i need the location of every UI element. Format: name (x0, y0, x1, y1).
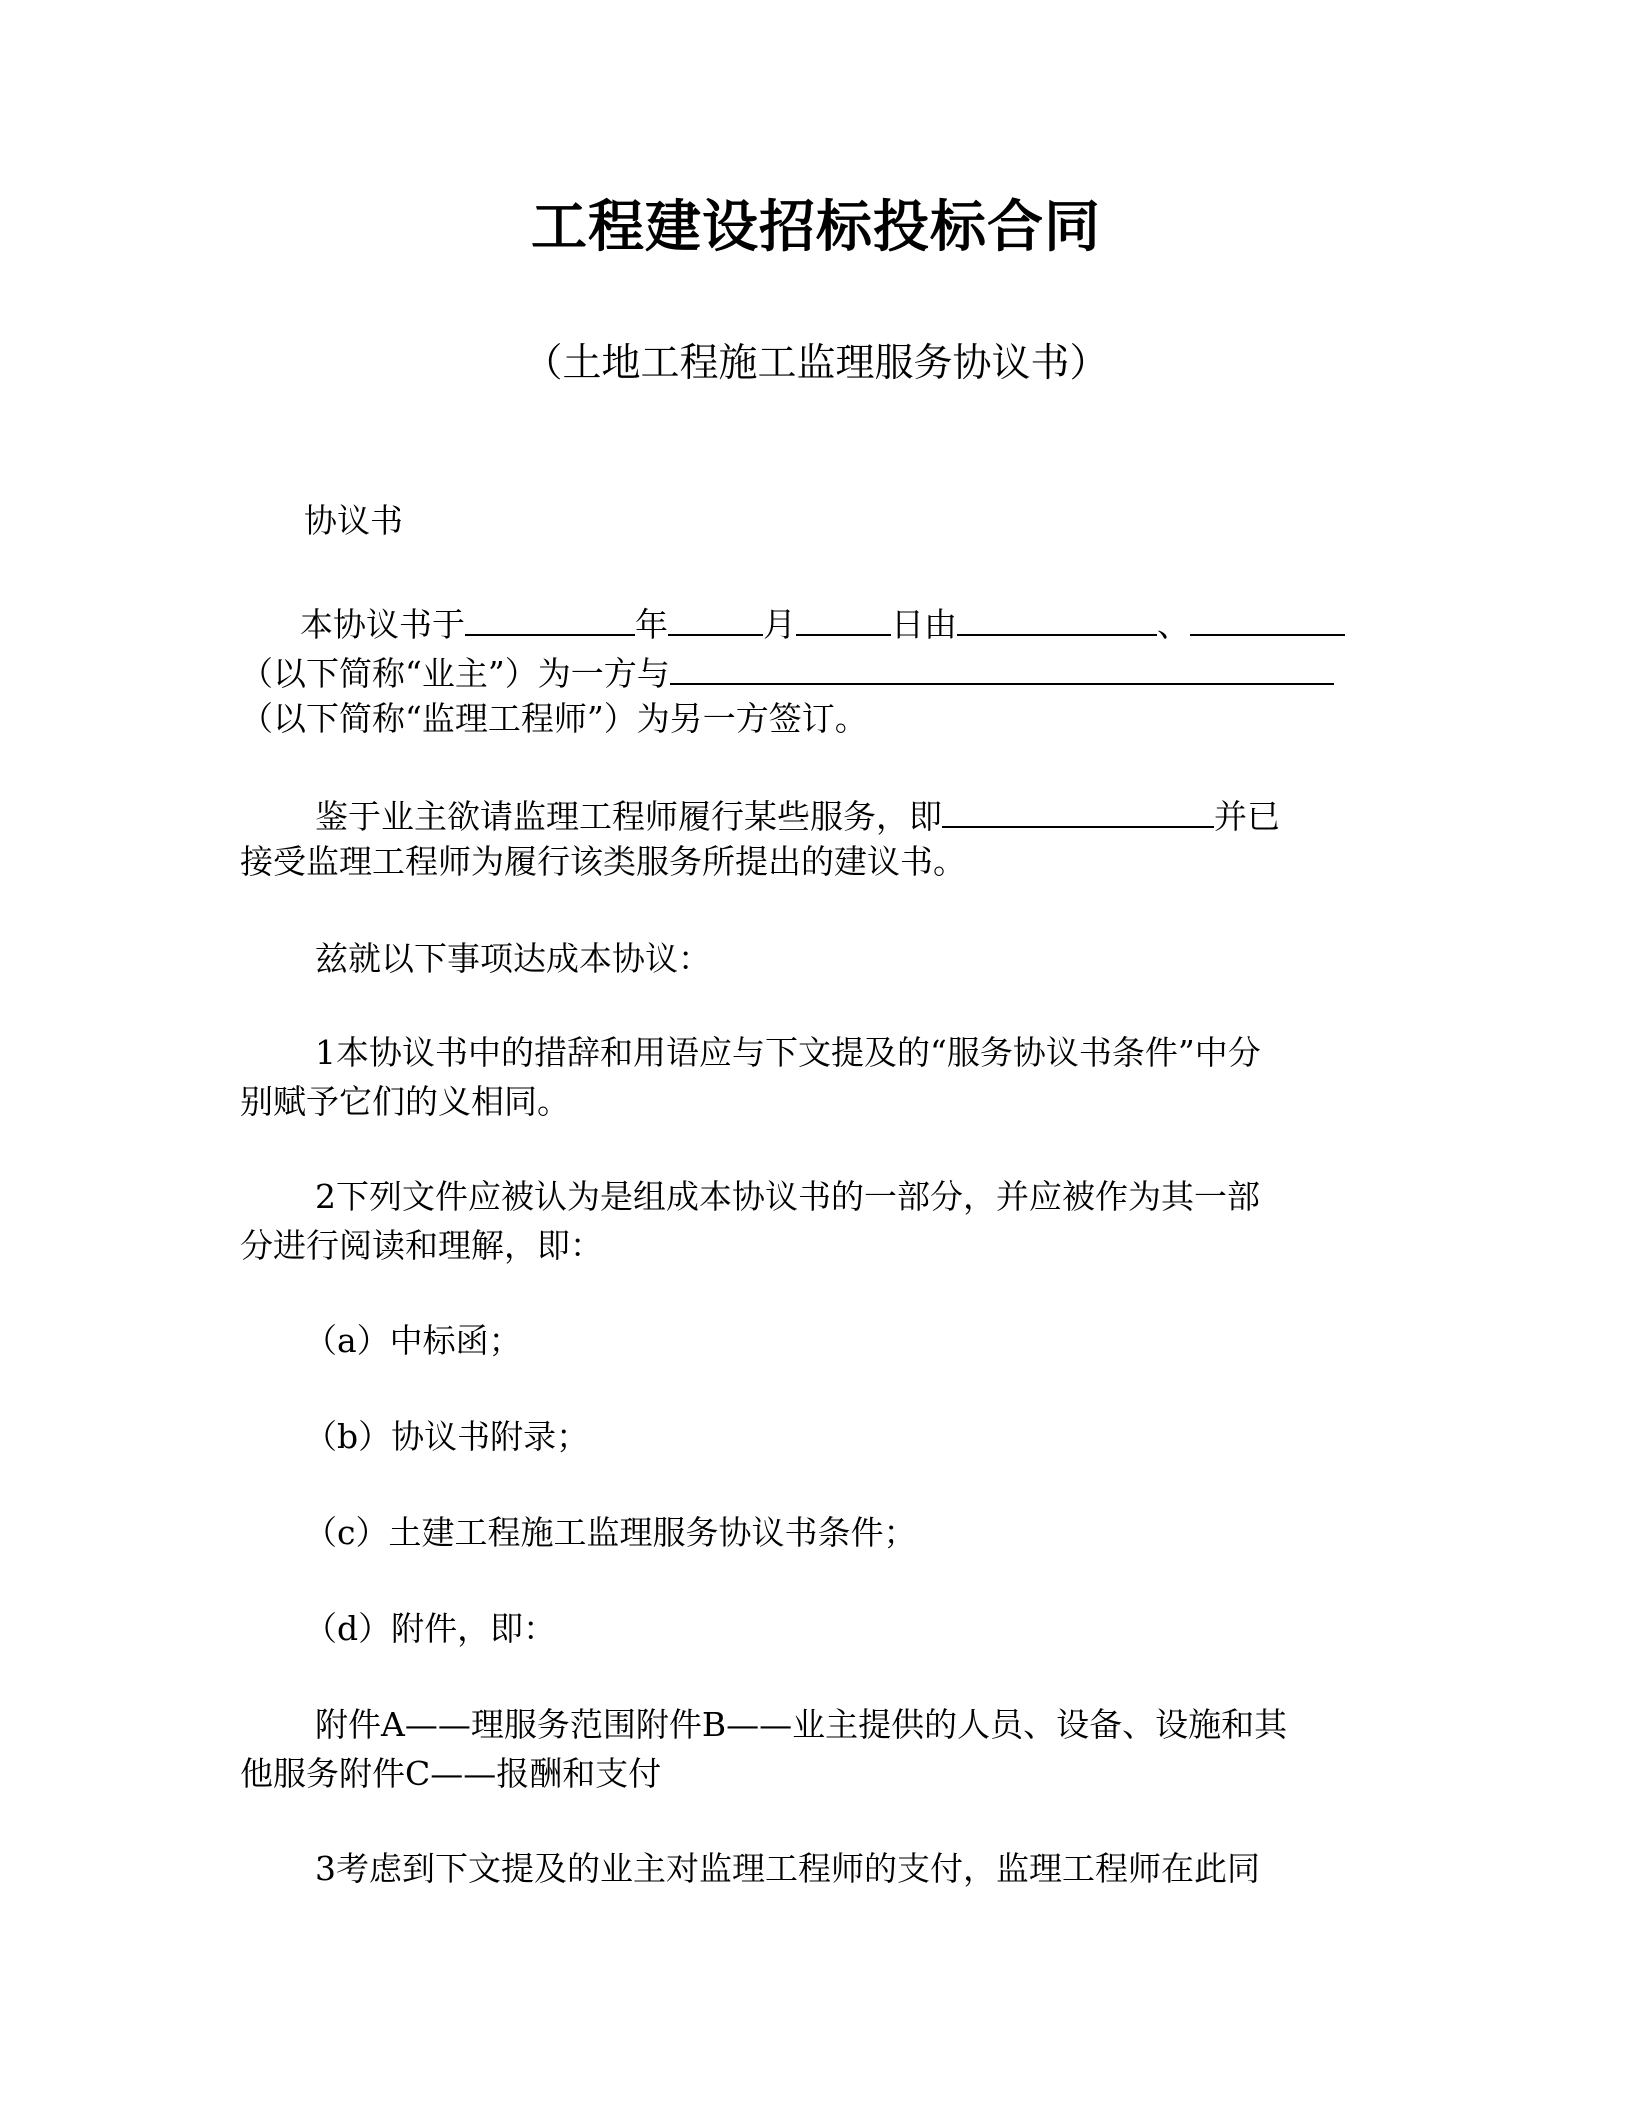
annex-paragraph (240, 1700, 1390, 1798)
intro-line-1 (240, 596, 1390, 645)
intro-text-1: 本协议书于 (300, 605, 465, 644)
annex-line-2: 他服务附件C——报酬和支付 (240, 1754, 662, 1793)
item-a (240, 1316, 1390, 1365)
intro-month-label: 月 (763, 605, 796, 644)
item-c (240, 1508, 1390, 1557)
blank-party-1-field[interactable] (957, 596, 1157, 636)
document-title: 工程建设招标投标合同 (531, 195, 1101, 260)
intro-line-3: （以下简称“监理工程师”）为另一方签订。 (240, 699, 868, 738)
blank-day-field[interactable] (796, 596, 891, 636)
whereas-line-2: 接受监理工程师为履行该类服务所提出的建议书。 (240, 842, 966, 881)
blank-party-2-field[interactable] (1190, 596, 1345, 636)
blank-month-field[interactable] (668, 596, 763, 636)
intro-day-label: 日由 (891, 605, 957, 644)
clause-2 (240, 1172, 1390, 1270)
agree-line: 兹就以下事项达成本协议： (315, 939, 711, 978)
clause-3-line-1: 3考虑到下文提及的业主对监理工程师的支付，监理工程师在此同 (315, 1849, 1260, 1888)
heading-block (240, 496, 1390, 545)
clause-2-line-2: 分进行阅读和理解，即： (240, 1226, 603, 1265)
clause-3 (240, 1844, 1390, 1893)
item-b (240, 1412, 1390, 1461)
clause-2-line-1: 2下列文件应被认为是组成本协议书的一部分，并应被作为其一部 (315, 1177, 1260, 1216)
whereas-text-2: 并已 (1214, 797, 1280, 836)
intro-separator: 、 (1157, 605, 1190, 644)
blank-services-field[interactable] (942, 788, 1214, 828)
clause-1-line-1: 1本协议书中的措辞和用语应与下文提及的“服务协议书条件”中分 (315, 1033, 1261, 1072)
annex-line-1: 附件A——理服务范围附件B——业主提供的人员、设备、设施和其 (315, 1705, 1288, 1744)
agree-paragraph (240, 934, 1390, 983)
whereas-text-1: 鉴于业主欲请监理工程师履行某些服务，即 (315, 797, 942, 836)
item-d-line: （d）附件，即： (304, 1609, 557, 1648)
item-d (240, 1604, 1390, 1653)
intro-line-2 (240, 645, 1390, 694)
blank-year-field[interactable] (465, 596, 635, 636)
blank-engineer-field[interactable] (670, 645, 1334, 685)
intro-year-label: 年 (635, 605, 668, 644)
clause-1-line-2: 别赋予它们的义相同。 (240, 1082, 570, 1121)
item-b-line: （b）协议书附录； (304, 1417, 590, 1456)
intro-paragraph (240, 596, 1390, 743)
whereas-line-1 (240, 788, 1390, 837)
agreement-heading: 协议书 (304, 501, 403, 540)
whereas-paragraph (240, 788, 1390, 886)
intro-text-2: （以下简称“业主”）为一方与 (240, 654, 670, 693)
document-subtitle: （土地工程施工监理服务协议书） (523, 341, 1109, 386)
clause-1 (240, 1028, 1390, 1126)
item-c-line: （c）土建工程施工监理服务协议书条件； (304, 1513, 917, 1552)
item-a-line: （a）中标函； (304, 1321, 522, 1360)
